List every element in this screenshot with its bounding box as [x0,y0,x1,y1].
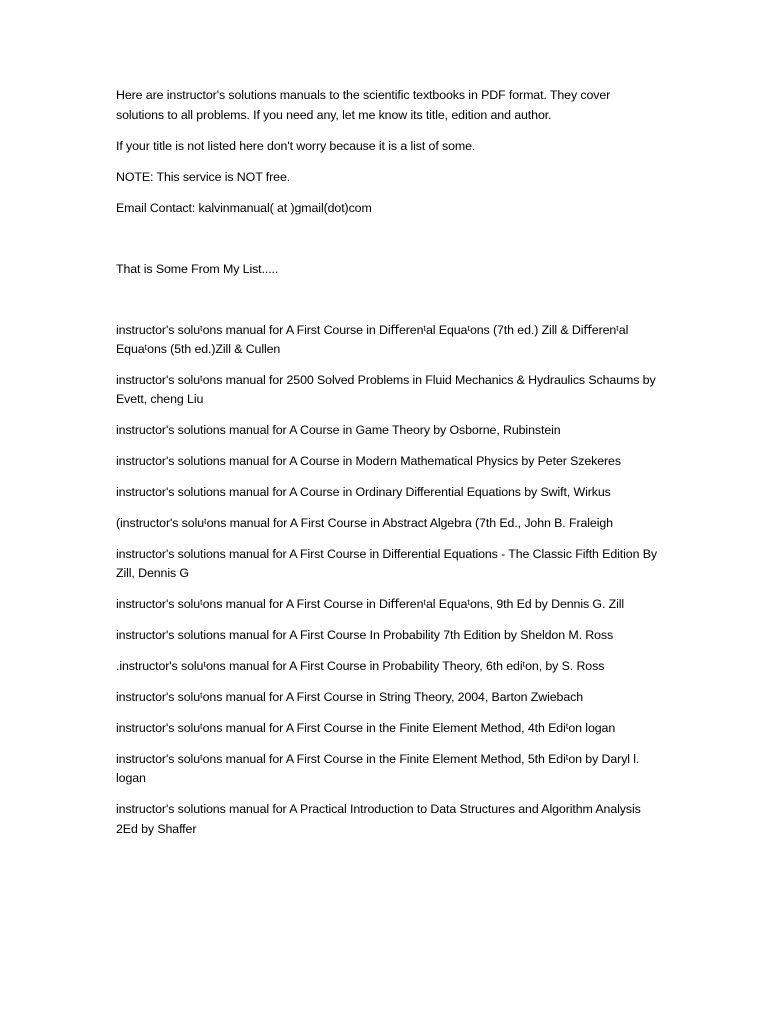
list-item: (instructor's soluᵗons manual for A First Course in Abstract Algebra (7th Ed., John B. Fraleigh [116,515,613,530]
list-heading: That is Some From My List..... [116,261,279,276]
email-contact: Email Contact: kalvinmanual( at )gmail(dot)com [116,200,372,215]
list-item: instructor's solutions manual for A Practical Introduction to Data Structures and Algorithm Analysis 2Ed by Shaffer [116,802,641,836]
intro-note-fee: NOTE: This service is NOT free. [116,169,291,184]
list-item: instructor's solutions manual for A First Course In Probability 7th Edition by Sheldon M. Ross [116,628,614,643]
list-item: .instructor's soluᵗons manual for A First Course in Probability Theory, 6th ediᵗon, by S. Ross [116,659,605,674]
list-item: instructor's soluᵗons manual for A First Course in the Finite Element Method, 4th Ediᵗon logan [116,720,616,735]
blank-space [116,291,661,321]
list-item: instructor's soluᵗons manual for A First Course in String Theory, 2004, Barton Zwiebach [116,689,583,704]
blank-space [116,230,661,260]
document-body [116,86,661,850]
intro-note-list: If your title is not listed here don't worry because it is a list of some. [116,138,476,153]
list-item: instructor's solutions manual for A First Course in Differential Equations - The Classic Fifth Edition By Zill, Dennis G [116,546,657,581]
list-item: instructor's soluᵗons manual for 2500 Solved Problems in Fluid Mechanics & Hydraulics Schaums by Evett, cheng Liu [116,372,656,407]
list-item: instructor's solutions manual for A Course in Game Theory by Osborne, Rubinstein [116,423,561,438]
list-item: instructor's solutions manual for A Course in Ordinary Differential Equations by Swift, Wirkus [116,485,611,500]
manual-list [116,321,661,840]
list-item: instructor's solutions manual for A Course in Modern Mathematical Physics by Peter Szekeres [116,454,621,469]
list-item: instructor's soluᵗons manual for A First Course in the Finite Element Method, 5th Ediᵗon by Daryl l. logan [116,751,640,786]
list-item: instructor's soluᵗons manual for A First Course in Diﬀerenᵗal Equaᵗons, 9th Ed by Dennis G. Zill [116,597,625,612]
list-item: instructor's soluᵗons manual for A First Course in Diﬀerenᵗal Equaᵗons (7th ed.) Zill & Diﬀerenᵗal Equaᵗons (5th ed.)Zill & Cullen [116,322,629,356]
intro-paragraph: Here are instructor's solutions manuals to the scientific textbooks in PDF format. They cover solutions to all problems. If you need any, let me know its title, edition and author. [116,88,611,122]
